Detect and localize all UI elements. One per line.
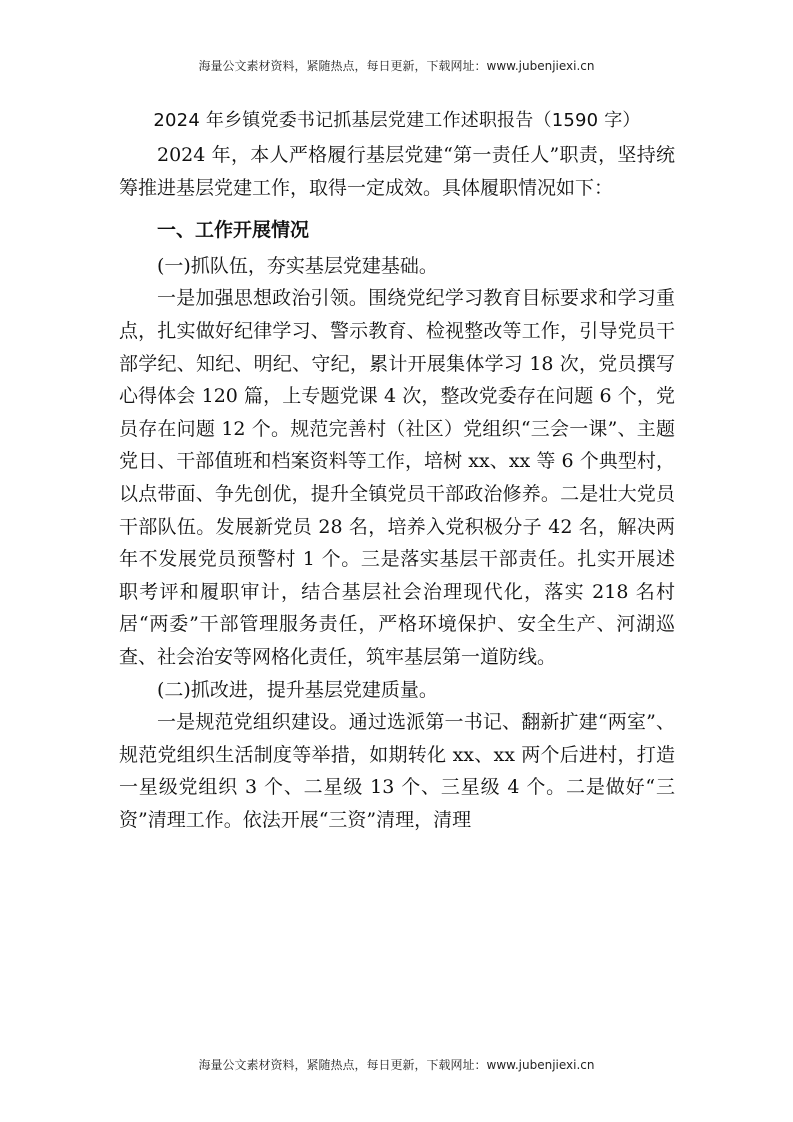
subsection-body-team: 一是加强思想政治引领。围绕党纪学习教育目标要求和学习重点，扎实做好纪律学习、警示教育、检视整改等工作，引导党员干部学纪、知纪、明纪、守纪，累计开展集体学习 18 次，党员撰写心得体会 120 篇，上专题党课 4 次，整改党委存在问题 6 个，党员存在问题 12 个。规范完善村（社区）党组织“三会一课”、主题党日、干部值班和档案资料等工作，培树 xx、xx 等 6 个典型村，以点带面、争先创优，提升全镇党员干部政治修养。二是壮大党员干部队伍。发展新党员 28 名，培养入党积极分子 42 名，解决两年不发展党员预警村 1 个。三是落实基层干部责任。扎实开展述职考评和履职审计，结合基层社会治理现代化，落实 218 名村居“两委”干部管理服务责任，严格环境保护、安全生产、河湖巡查、社会治安等网格化责任，筑牢基层第一道防线。 xyxy=(119,287,675,668)
footer-banner: 海量公文素材资料，紧随热点，每日更新，下载网址：www.jubenjiexi.cn xyxy=(198,1058,595,1072)
subsection-heading-improve: (二)抓改进，提升基层党建质量。 xyxy=(157,678,438,701)
header-banner: 海量公文素材资料，紧随热点，每日更新，下载网址：www.jubenjiexi.cn xyxy=(198,59,595,73)
intro-paragraph: 2024 年，本人严格履行基层党建“第一责任人”职责，坚持统筹推进基层党建工作，取得一定成效。具体履职情况如下： xyxy=(119,144,675,199)
subsection-heading-team: (一)抓队伍，夯实基层党建基础。 xyxy=(157,254,438,277)
document-title: 2024 年乡镇党委书记抓基层党建工作述职报告（1590 字） xyxy=(153,110,641,131)
document-body xyxy=(119,103,675,836)
subsection-body-improve: 一是规范党组织建设。通过选派第一书记、翻新扩建“两室”、规范党组织生活制度等举措，如期转化 xx、xx 两个后进村，打造一星级党组织 3 个、二星级 13 个、三星级 4 个。二是做好“三资”清理工作。依法开展“三资”清理，清理 xyxy=(119,711,675,831)
section-heading-work: 一、工作开展情况 xyxy=(157,219,310,242)
